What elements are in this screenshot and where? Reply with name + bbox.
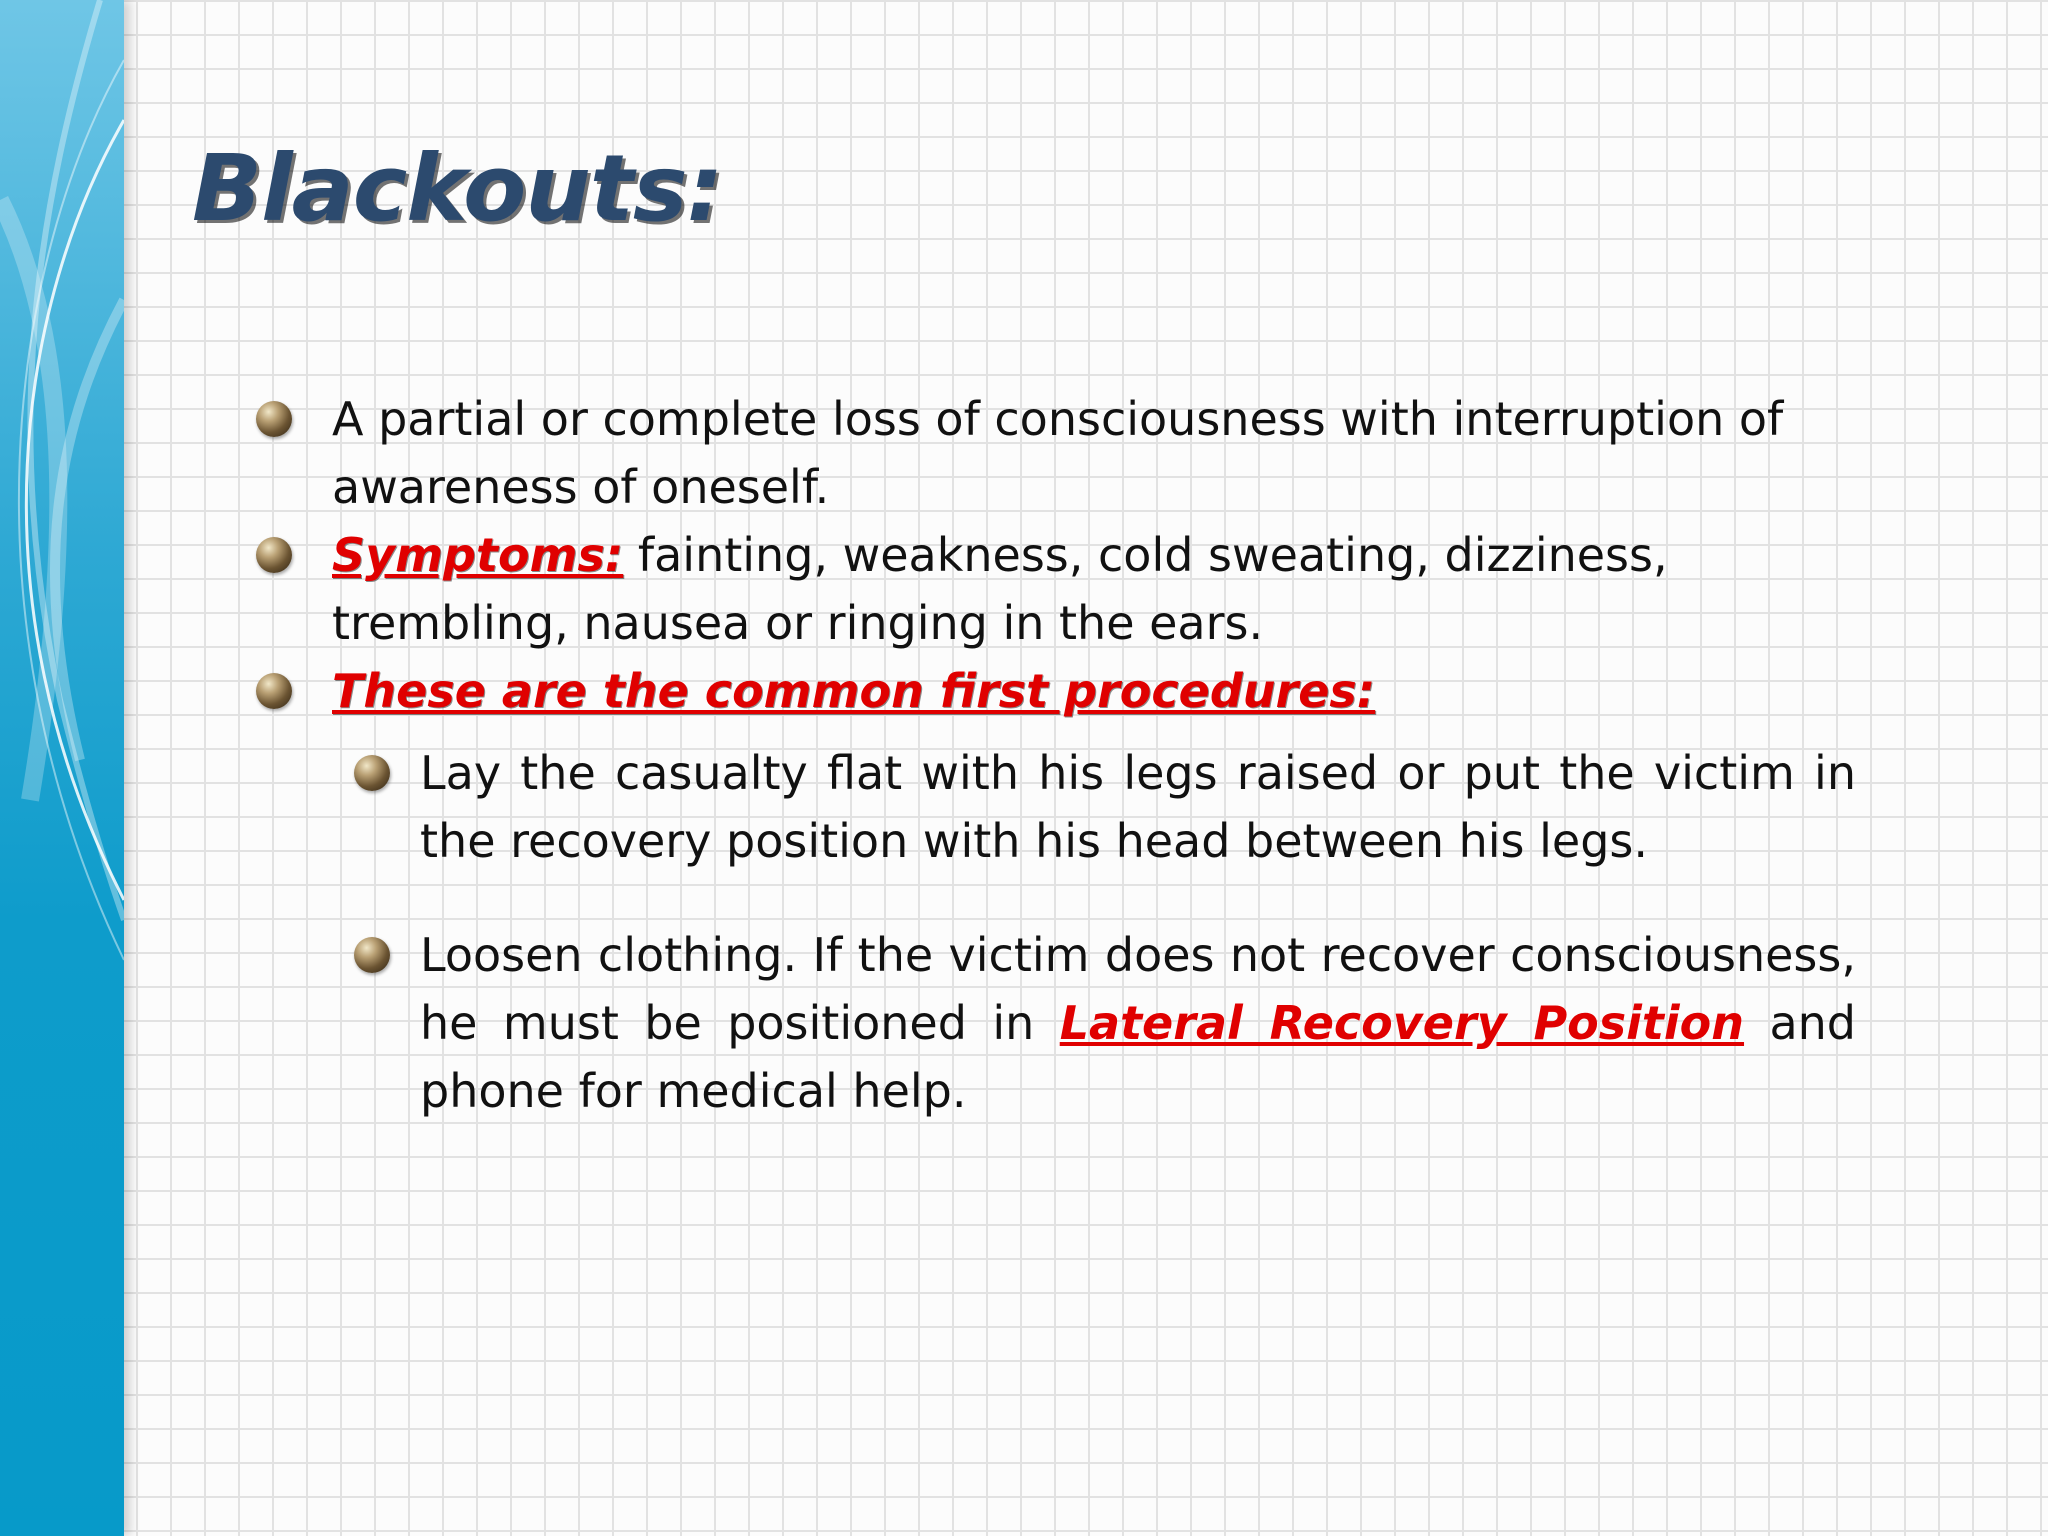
decorative-side-band	[0, 0, 124, 1536]
loosen-text-after: and phone for medical help.	[420, 996, 1857, 1118]
lay-flat-text: Lay the casualty flat with his legs raised or put the victim in the recovery position with his head between his legs.	[420, 746, 1856, 868]
bullet-icon	[256, 673, 292, 709]
bullet-symptoms	[250, 521, 1870, 657]
definition-text: A partial or complete loss of consciousness with interruption of awareness of oneself.	[332, 392, 1784, 514]
wave-decoration-icon	[0, 0, 124, 1536]
sub-bullet-lay-flat	[340, 739, 1856, 875]
symptoms-label: Symptoms:	[332, 528, 624, 582]
bullet-icon	[256, 401, 292, 437]
bullet-procedures	[250, 657, 1870, 725]
bullet-list	[250, 385, 1870, 1171]
bullet-icon	[256, 537, 292, 573]
bullet-icon	[354, 937, 390, 973]
procedures-heading: These are the common first procedures:	[332, 664, 1376, 718]
lateral-recovery-position-link[interactable]: Lateral Recovery Position	[1059, 996, 1745, 1050]
symptoms-text: fainting, weakness, cold sweating, dizziness, trembling, nausea or ringing in the ears.	[332, 528, 1668, 650]
bullet-definition	[250, 385, 1870, 521]
slide-title: Blackouts:	[192, 135, 723, 242]
bullet-icon	[354, 755, 390, 791]
sub-bullet-loosen-clothing	[340, 921, 1856, 1125]
loosen-text-before: Loosen clothing. If the victim does not recover consciousness, he must be positioned in	[420, 928, 1856, 1050]
